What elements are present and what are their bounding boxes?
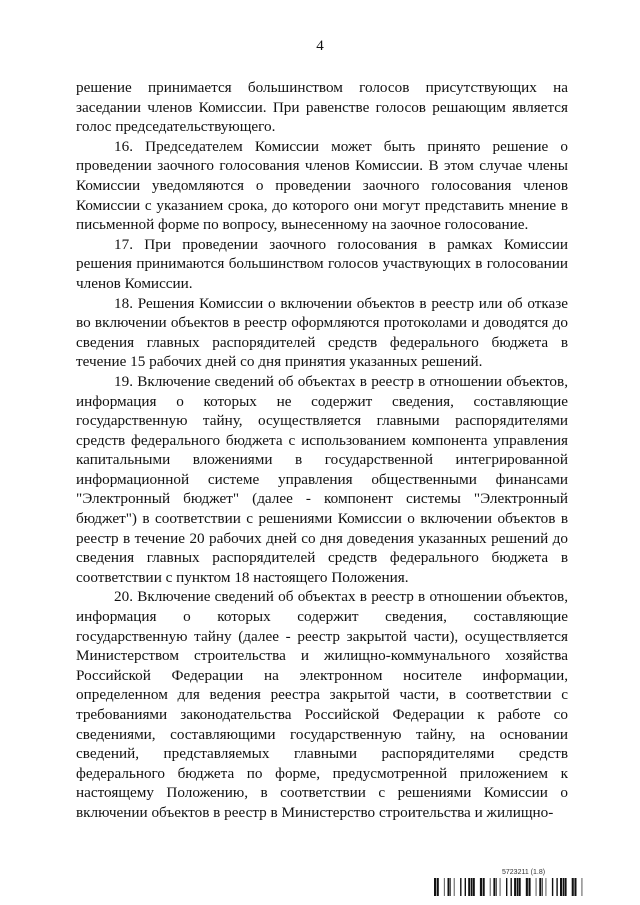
document-body [76,78,568,823]
paragraph-16: 16. Председателем Комиссии может быть принято решение о проведении заочного голосования членов Комиссии. В этом случае члены Комиссии уведомляются о проведении заочного голосования членов Комиссии с указанием срока, до которого они могут представить мнение в письменной форме по вопросу, вынесенному на заочное голосование. [76,137,568,234]
document-code: 5723211 (1.8) [502,869,546,876]
paragraph-continuation: решение принимается большинством голосов присутствующих на заседании членов Комиссии. При равенстве голосов решающим является голос председательствующего. [76,79,568,136]
paragraph-19: 19. Включение сведений об объектах в реестр в отношении объектов, информация о которых не содержит сведения, составляющие государственную тайну, осуществляется главными распорядителями средств федерального бюджета с использованием компонента управления капитальными вложениями в государственной интегрированной информационной системе управления общественными финансами "Электронный бюджет" (далее - компонент системы "Электронный бюджет") в соответствии с решениями Комиссии о включении объектов в реестр в течение 20 рабочих дней со дня доведения указанных решений до сведения главных распорядителей средств федерального бюджета в соответствии с пунктом 18 настоящего Положения. [76,372,568,586]
barcode-icon [434,878,584,896]
paragraph-18: 18. Решения Комиссии о включении объектов в реестр или об отказе во включении объектов в реестр оформляются протоколами и доводятся до сведения главных распорядителей средств федерального бюджета в течение 15 рабочих дней со дня принятия указанных решений. [76,294,568,371]
paragraph-20: 20. Включение сведений об объектах в реестр в отношении объектов, информация о которых содержит сведения, составляющие государственную тайну (далее - реестр закрытой части), осуществляется Министерством строительства и жилищно-коммунального хозяйства Российской Федерации на электронном носителе информации, определенном для ведения реестра закрытой части, в соответствии с требованиями законодательства Российской Федерации к работе со сведениями, составляющими государственную тайну, на основании сведений, представляемых главными распорядителями средств федерального бюджета по форме, предусмотренной приложением к настоящему Положению, в соответствии с решениями Комиссии о включении объектов в реестр в Министерство строительства и жилищно- [76,588,568,821]
paragraph-17: 17. При проведении заочного голосования в рамках Комиссии решения принимаются большинством голосов участвующих в голосовании членов Комиссии. [76,235,568,292]
page-number: 4 [316,38,324,54]
